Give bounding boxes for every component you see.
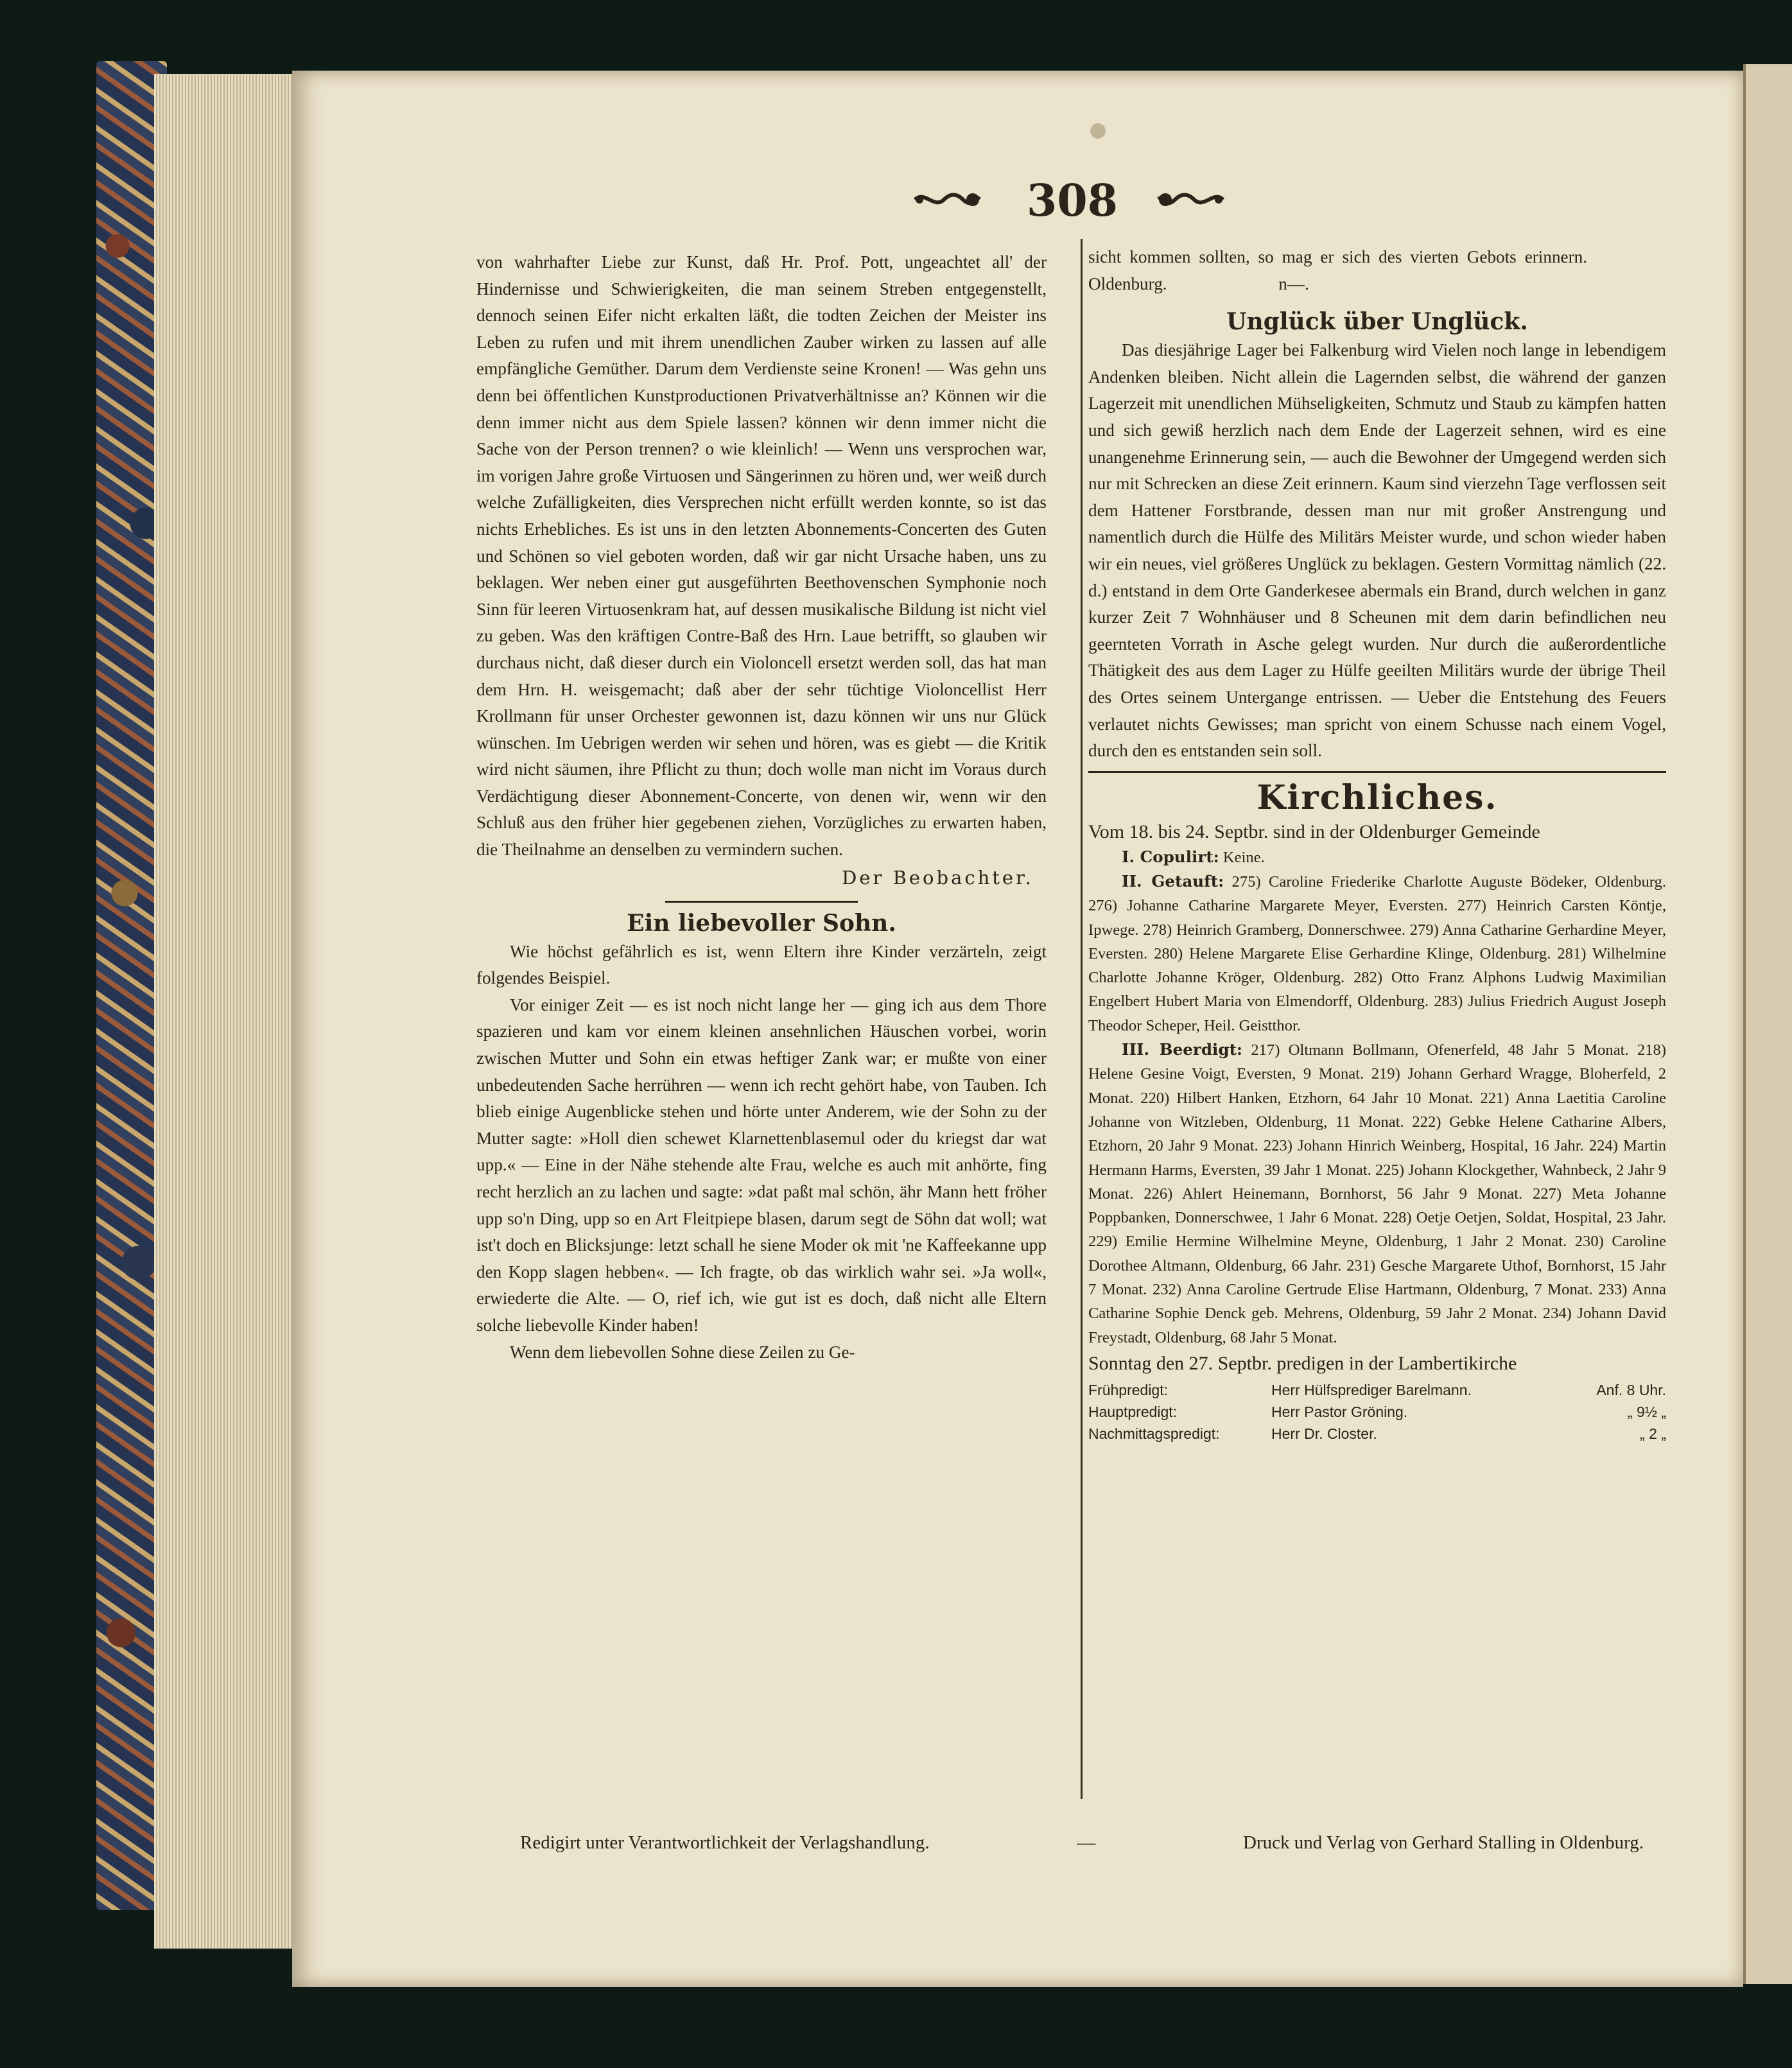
page-mark: [1090, 123, 1106, 139]
marriages-entry: [1088, 845, 1666, 869]
fire-article-text: Das diesjährige Lager bei Falkenburg wird Vielen noch lange in lebendigem Andenken bleiben. Nicht allein die Lagernden selbst, die während der ganzen Lagerzeit mit unendlichen Mühseligkeiten, Schmutz und Staub zu kämpfen hatten und sich gewiß herzlich nach dem Ende der Lagerzeit sehnen, wird es eine unangenehme Erinnerung sein, — auch die Bewohner der Umgegend werden sich nur mit Schrecken an diese Zeit erinnern. Kaum sind vierzehn Tage verflossen seit dem Hattener Forstbrande, dessen man nur mit großer Anstrengung und namentlich durch die Hülfe des Militärs Meister wurde, und schon wieder haben wir ein neues, viel größeres Unglück zu beklagen. Gestern Vormittag nämlich (22. d.) entstand in dem Orte Ganderkesee abermals ein Brand, durch welchen in ganz kurzer Zeit 7 Wohnhäuser und 8 Scheunen mit dem darin befindlichen neu geernteten Vorrath in Asche gelegt wurden. Nur durch die außerordentliche Thätigkeit des aus dem Lager zu Hülfe geeilten Militärs wurde der übrige Theil des Ortes seinem Untergange entrissen. — Ueber die Entstehung des Feuers verlautet nichts Gewisses; man spricht von einem Schusse nach einem Vogel, durch den es entstanden sein soll.: [1088, 340, 1666, 761]
page-number: 308: [1027, 175, 1118, 227]
sermon-service: Frühpredigt:: [1088, 1381, 1169, 1398]
burials-heading: III. Beerdigt:: [1122, 1040, 1243, 1059]
right-ornament-icon: [1156, 184, 1226, 216]
sermon-service: Nachmittagspredigt:: [1088, 1425, 1220, 1442]
page-header: [912, 172, 1233, 230]
footer-editorial: Redigirt unter Verantwortlichkeit der Verlagshandlung.: [520, 1832, 930, 1853]
sermon-preacher: Herr Dr. Closter.: [1271, 1425, 1377, 1442]
divider: [665, 901, 858, 903]
baptisms-entry: [1088, 869, 1666, 1038]
article-signature: Der Beobachter.: [842, 866, 1034, 889]
sermon-time: „ 2 „: [1640, 1425, 1666, 1442]
page-footer: [520, 1829, 1644, 1857]
marriages-heading: I. Copulirt:: [1122, 847, 1219, 866]
facing-page-edge: [1743, 64, 1792, 1984]
sermon-service: Hauptpredigt:: [1088, 1403, 1178, 1420]
sermon-preacher: Herr Pastor Gröning.: [1271, 1403, 1408, 1420]
burials-text: 217) Oltmann Bollmann, Ofenerfeld, 48 Jahr 5 Monat. 218) Helene Gesine Voigt, Eversten, 9 Monat. 219) Johann Gerhard Wragge, Bloherfeld, 2 Monat. 220) Hilbert Hanken, Etzhorn, 64 Jahr 10 Monat. 221) Anna Laetitia Caroline Johanne von Witzleben, Oldenburg, 11 Monat. 222) Gebke Helene Catharine Albers, Etzhorn, 20 Jahr 9 Monat. 223) Johann Hinrich Weinberg, Hospital, 16 Jahr. 224) Martin Hermann Harms, Eversten, 39 Jahr 1 Monat. 225) Johann Klockgether, Wahnbeck, 2 Jahr 9 Monat. 226) Ahlert Heinemann, Bornhorst, 56 Jahr 9 Monat. 227) Meta Johanne Poppbanken, Donnerschwee, 1 Jahr 6 Monat. 228) Oetje Oetjen, Soldat, Hospital, 23 Jahr. 229) Emilie Hermine Wilhelmine Meyne, Oldenburg, 1 Jahr 2 Monat. 230) Caroline Dorothee Altmann, Oldenburg, 66 Jahr. 231) Gesche Margarete Uthof, Bornhorst, 15 Jahr 7 Monat. 232) Anna Caroline Gertrude Elise Hartmann, Oldenburg, 7 Monat. 233) Anna Catharine Sophie Denck geb. Mehrens, Oldenburg, 59 Jahr 2 Monat. 234) Johann David Freystadt, Oldenburg, 68 Jahr 5 Monat.: [1088, 1041, 1666, 1346]
section-title: Kirchliches.: [1257, 778, 1498, 817]
footer-publisher: Druck und Verlag von Gerhard Stalling in Oldenburg.: [1243, 1832, 1644, 1853]
continuation-place: Oldenburg.: [1088, 274, 1167, 293]
sermon-row: [1088, 1423, 1666, 1445]
baptisms-text: 275) Caroline Friederike Charlotte Auguste Bödeker, Oldenburg. 276) Johanne Catharine Margarete Meyer, Eversten. 277) Heinrich Carsten Köntje, Ipwege. 278) Heinrich Gramberg, Donnerschwee. 279) Anna Catharine Gerhardine Meyer, Eversten. 280) Helene Margarete Elise Gerhardine Klinge, Oldenburg. 281) Wilhelmine Charlotte Johanne Kröger, Oldenburg. 282) Otto Franz Alphons Ludwig Maximilian Engelbert Hubert Maria von Elmendorff, Oldenburg. 283) Julius Friedrich August Joseph Theodor Scheper, Heil. Geistthor.: [1088, 873, 1666, 1034]
sermon-time: „ 9½ „: [1627, 1403, 1666, 1420]
column-divider: [1081, 239, 1083, 1799]
article-title: Unglück über Unglück.: [1226, 308, 1528, 336]
sermon-preacher: Herr Hülfsprediger Barelmann.: [1271, 1381, 1472, 1398]
sermons-intro: Sonntag den 27. Septbr. predigen in der Lambertikirche: [1088, 1352, 1517, 1374]
left-column: [476, 249, 1047, 1366]
article-title: Ein liebevoller Sohn.: [627, 909, 896, 937]
left-ornament-icon: [912, 184, 982, 216]
article-paragraph: Wie höchst gefährlich es ist, wenn Eltern ihre Kinder verzärteln, zeigt folgendes Beispiel.: [476, 941, 1047, 988]
sermon-time: Anf. 8 Uhr.: [1596, 1381, 1666, 1398]
right-column: [1088, 244, 1666, 1445]
church-intro: Vom 18. bis 24. Septbr. sind in der Oldenburger Gemeinde: [1088, 821, 1540, 842]
sermon-schedule: [1088, 1379, 1666, 1445]
continued-text: [1088, 244, 1666, 297]
sermon-row: [1088, 1401, 1666, 1423]
footer-separator: —: [1077, 1832, 1096, 1853]
page-edges: [154, 74, 302, 1949]
marriages-text: Keine.: [1222, 848, 1265, 866]
continuation-text: sicht kommen sollten, so mag er sich des vierten Gebots erinnern.: [1088, 247, 1588, 266]
burials-entry: [1088, 1038, 1666, 1350]
baptisms-heading: II. Getauft:: [1122, 871, 1224, 891]
divider: [1088, 771, 1666, 773]
concert-article-text: von wahrhafter Liebe zur Kunst, daß Hr. Prof. Pott, ungeachtet all' der Hindernisse und Schwierigkeiten, die man seinem Streben entgegenstellt, dennoch seinen Eifer nicht erkalten läßt, die todten Zeichen der Meister ins Leben zu rufen und mit ihrem unendlichen Zauber wirken zu lassen auf alle empfängliche Gemüther. Darum dem Verdienste seine Kronen! — Was gehn uns denn bei öffentlichen Kunstproductionen Privatverhältnisse an? Können wir die denn immer nicht aus dem Spiele lassen? können wir denn immer nicht die Sache von der Person trennen? o wie kleinlich! — Wenn uns versprochen war, im vorigen Jahre große Virtuosen und Sängerinnen zu hören und, wer weiß durch welche Zufälligkeiten, dies Versprechen nicht erfüllt werden konnte, so ist das nichts Erhebliches. Es ist uns in den letzten Abonnements-Concerten des Guten und Schönen so viel geboten worden, daß wir gar nicht Ursache haben, uns zu beklagen. Wer neben einer gut ausgeführten Beethovenschen Symphonie noch Sinn für leeren Virtuosenkram hat, auf dessen musikalische Bildung ist nicht viel zu geben. Was den kräftigen Contre-Baß des Hrn. Laue betrifft, so glauben wir durchaus nicht, daß dieser durch ein Violoncell ersetzt werden soll, das hat man dem Hrn. H. weisgemacht; daß aber der sehr tüchtige Violoncellist Herr Krollmann für unser Orchester gewonnen ist, dazu können wir uns nur Glück wünschen. Im Uebrigen werden wir sehen und hören, was es giebt — die Kritik wird nicht säumen, ihre Pflicht zu thun; doch wolle man nicht im Voraus durch Verdächtigung dieser Abonnement-Concerte, von denen wir, wenn wir den Schluß aus den früher hier gegebenen ziehen, Vorzügliches zu erwarten haben, die Theilnahme an denselben zu vermindern suchen.: [476, 252, 1047, 860]
article-paragraph: Vor einiger Zeit — es ist noch nicht lange her — ging ich aus dem Thore spazieren und kam vor einem kleinen ansehnlichen Häuschen vorbei, worin zwischen Mutter und Sohn ein etwas heftiger Zank war; er mußte von einer unbedeutenden Sache herrühren — wenn ich recht gehört habe, von Tauben. Ich blieb einige Augenblicke stehen und hörte unter Anderem, wie der Sohn zu der Mutter sagte: »Holl dien schewet Klarnettenblasemul oder du kriegst dar wat upp.« — Eine in der Nähe stehende alte Frau, welche es auch mit anhörte, fing recht herzlich an zu lachen und sagte: »dat paßt mal schön, ähr Mann hett fröher upp so'n Ding, upp so en Art Fleitpiepe blasen, darum segt de Söhn dat woll; wat ist't doch en Blicksjunge: letzt schall he siene Moder ok mit 'ne Kaffeekanne upp den Kopp slagen hebben«. — Ich fragte, ob das wirklich wahr sei. »Ja woll«, erwiederte die Alte. — O, rief ich, wie gut ist es doch, daß nicht alle Eltern solche liebevolle Kinder haben!: [476, 995, 1047, 1335]
article-paragraph: Wenn dem liebevollen Sohne diese Zeilen zu Ge-: [510, 1342, 855, 1362]
sermon-row: [1088, 1379, 1666, 1401]
continuation-signature: n—.: [1278, 274, 1309, 293]
